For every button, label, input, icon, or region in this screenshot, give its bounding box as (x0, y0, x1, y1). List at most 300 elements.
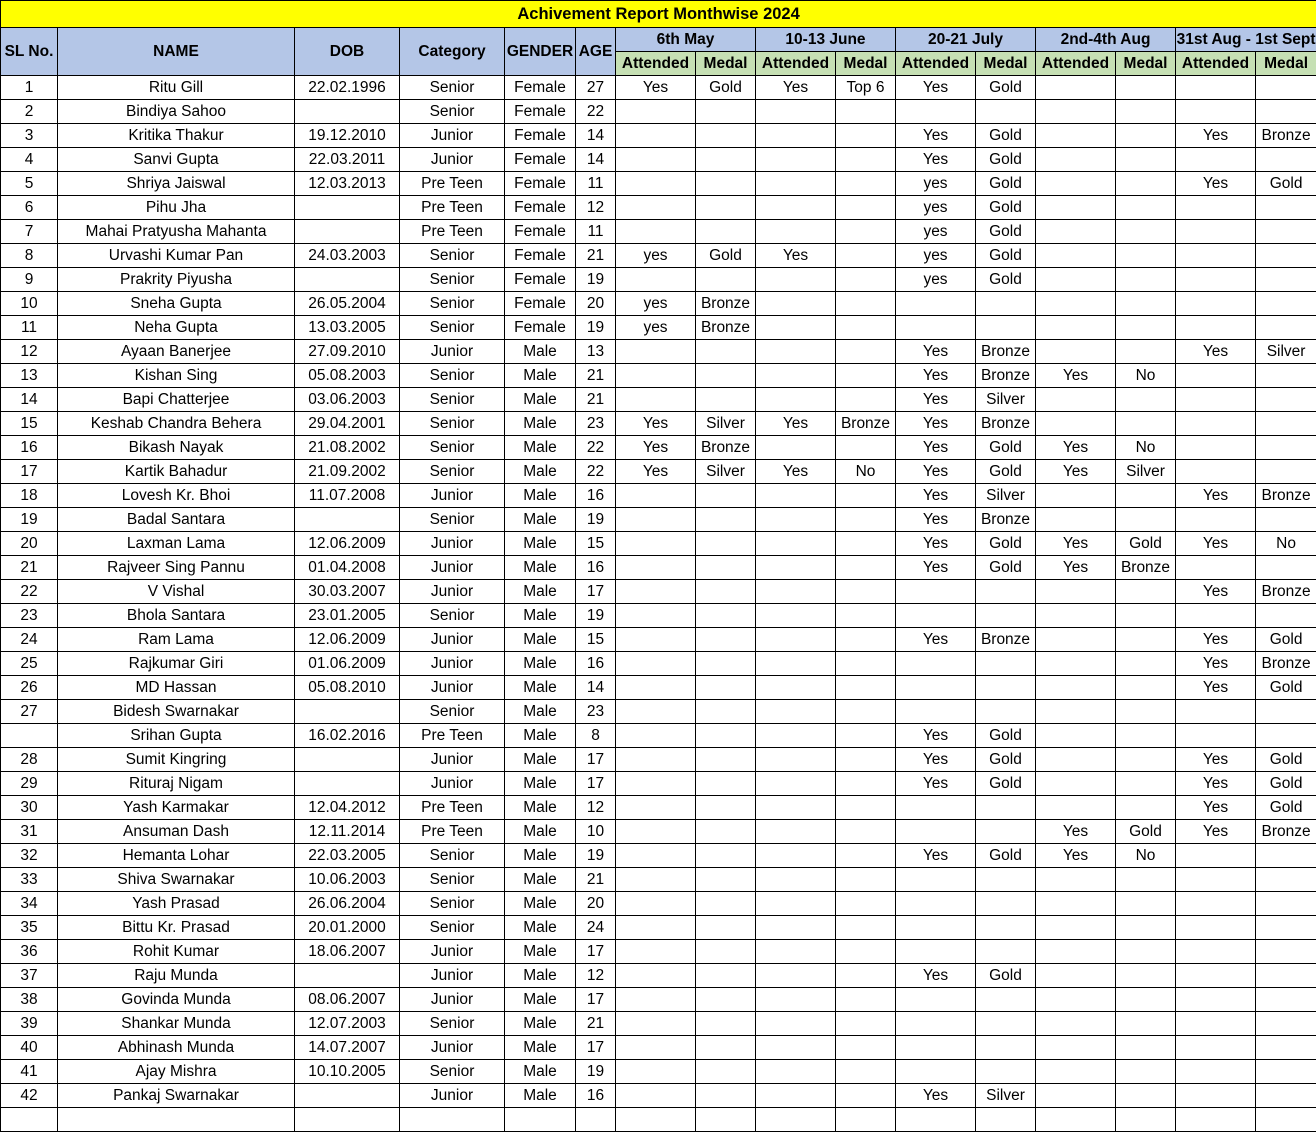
cell-dob[interactable] (295, 1084, 400, 1108)
cell-gender[interactable]: Female (505, 172, 576, 196)
cell-name[interactable]: Bindiya Sahoo (58, 100, 295, 124)
cell-name[interactable]: Hemanta Lohar (58, 844, 295, 868)
cell-gender[interactable]: Male (505, 340, 576, 364)
cell-age[interactable]: 19 (576, 1060, 616, 1084)
cell-sl-no[interactable]: 27 (1, 700, 58, 724)
cell-july-attended[interactable]: yes (896, 220, 976, 244)
cell-aug-medal[interactable]: No (1116, 364, 1176, 388)
cell-name[interactable]: Raju Munda (58, 964, 295, 988)
cell-sl-no[interactable] (1, 1108, 58, 1132)
cell-july-medal[interactable]: Silver (976, 1084, 1036, 1108)
cell-may-medal[interactable] (696, 268, 756, 292)
cell-june-medal[interactable] (836, 220, 896, 244)
cell-may-attended[interactable] (616, 220, 696, 244)
cell-july-medal[interactable] (976, 580, 1036, 604)
cell-aug-attended[interactable]: Yes (1036, 556, 1116, 580)
cell-aug-medal[interactable] (1116, 964, 1176, 988)
cell-gender[interactable]: Male (505, 748, 576, 772)
cell-aug-attended[interactable] (1036, 316, 1116, 340)
cell-july-attended[interactable]: Yes (896, 148, 976, 172)
cell-name[interactable]: Shriya Jaiswal (58, 172, 295, 196)
cell-may-attended[interactable] (616, 1084, 696, 1108)
cell-aug-sept-medal[interactable] (1256, 556, 1316, 580)
cell-july-attended[interactable] (896, 580, 976, 604)
cell-aug-attended[interactable] (1036, 676, 1116, 700)
cell-dob[interactable]: 12.06.2009 (295, 628, 400, 652)
cell-july-medal[interactable]: Gold (976, 436, 1036, 460)
cell-name[interactable]: Neha Gupta (58, 316, 295, 340)
cell-aug-attended[interactable]: Yes (1036, 364, 1116, 388)
cell-aug-sept-medal[interactable] (1256, 988, 1316, 1012)
cell-june-medal[interactable] (836, 172, 896, 196)
cell-july-medal[interactable] (976, 316, 1036, 340)
cell-age[interactable]: 14 (576, 124, 616, 148)
cell-july-medal[interactable] (976, 868, 1036, 892)
cell-aug-sept-medal[interactable] (1256, 508, 1316, 532)
cell-dob[interactable]: 22.02.1996 (295, 76, 400, 100)
cell-june-medal[interactable]: Bronze (836, 412, 896, 436)
cell-sl-no[interactable]: 36 (1, 940, 58, 964)
cell-may-medal[interactable] (696, 100, 756, 124)
cell-aug-medal[interactable]: Silver (1116, 460, 1176, 484)
cell-june-medal[interactable] (836, 196, 896, 220)
cell-name[interactable]: Sanvi Gupta (58, 148, 295, 172)
cell-june-medal[interactable]: Top 6 (836, 76, 896, 100)
cell-name[interactable]: Mahai Pratyusha Mahanta (58, 220, 295, 244)
cell-sl-no[interactable]: 39 (1, 1012, 58, 1036)
cell-july-attended[interactable] (896, 700, 976, 724)
cell-june-attended[interactable] (756, 532, 836, 556)
cell-july-medal[interactable] (976, 1036, 1036, 1060)
cell-july-attended[interactable]: yes (896, 172, 976, 196)
cell-june-medal[interactable] (836, 580, 896, 604)
cell-may-attended[interactable] (616, 844, 696, 868)
cell-may-attended[interactable] (616, 172, 696, 196)
cell-may-attended[interactable]: yes (616, 244, 696, 268)
cell-gender[interactable]: Male (505, 364, 576, 388)
cell-may-attended[interactable] (616, 700, 696, 724)
cell-dob[interactable]: 30.03.2007 (295, 580, 400, 604)
cell-aug-medal[interactable] (1116, 172, 1176, 196)
cell-june-attended[interactable] (756, 820, 836, 844)
cell-aug-sept-attended[interactable] (1176, 868, 1256, 892)
cell-may-medal[interactable] (696, 820, 756, 844)
cell-age[interactable]: 20 (576, 292, 616, 316)
cell-may-attended[interactable] (616, 388, 696, 412)
cell-sl-no[interactable]: 18 (1, 484, 58, 508)
cell-july-medal[interactable]: Bronze (976, 364, 1036, 388)
cell-july-medal[interactable] (976, 820, 1036, 844)
cell-dob[interactable]: 27.09.2010 (295, 340, 400, 364)
cell-aug-medal[interactable] (1116, 1036, 1176, 1060)
cell-dob[interactable]: 19.12.2010 (295, 124, 400, 148)
cell-category[interactable]: Junior (400, 940, 505, 964)
cell-june-medal[interactable] (836, 508, 896, 532)
cell-sl-no[interactable]: 25 (1, 652, 58, 676)
cell-aug-sept-attended[interactable] (1176, 892, 1256, 916)
cell-sl-no[interactable]: 7 (1, 220, 58, 244)
cell-aug-attended[interactable] (1036, 916, 1116, 940)
cell-july-medal[interactable]: Gold (976, 244, 1036, 268)
cell-july-attended[interactable] (896, 604, 976, 628)
cell-aug-medal[interactable] (1116, 724, 1176, 748)
cell-dob[interactable]: 12.06.2009 (295, 532, 400, 556)
cell-gender[interactable]: Male (505, 532, 576, 556)
cell-july-attended[interactable]: Yes (896, 340, 976, 364)
cell-dob[interactable]: 26.05.2004 (295, 292, 400, 316)
cell-aug-sept-attended[interactable] (1176, 268, 1256, 292)
cell-age[interactable]: 16 (576, 1084, 616, 1108)
cell-name[interactable]: Bikash Nayak (58, 436, 295, 460)
cell-aug-attended[interactable] (1036, 796, 1116, 820)
cell-may-medal[interactable] (696, 868, 756, 892)
cell-july-attended[interactable]: Yes (896, 844, 976, 868)
cell-dob[interactable]: 29.04.2001 (295, 412, 400, 436)
cell-aug-sept-attended[interactable] (1176, 556, 1256, 580)
cell-aug-medal[interactable] (1116, 1084, 1176, 1108)
cell-july-attended[interactable] (896, 916, 976, 940)
cell-category[interactable]: Junior (400, 580, 505, 604)
cell-aug-sept-medal[interactable] (1256, 100, 1316, 124)
cell-age[interactable]: 21 (576, 868, 616, 892)
cell-aug-sept-medal[interactable] (1256, 388, 1316, 412)
cell-july-attended[interactable] (896, 1108, 976, 1132)
cell-gender[interactable]: Female (505, 316, 576, 340)
cell-june-medal[interactable] (836, 364, 896, 388)
cell-aug-attended[interactable] (1036, 1060, 1116, 1084)
cell-may-medal[interactable] (696, 796, 756, 820)
cell-june-medal[interactable] (836, 1108, 896, 1132)
cell-may-attended[interactable] (616, 868, 696, 892)
cell-aug-medal[interactable] (1116, 772, 1176, 796)
cell-june-attended[interactable]: Yes (756, 76, 836, 100)
cell-aug-sept-medal[interactable] (1256, 868, 1316, 892)
cell-aug-sept-attended[interactable] (1176, 220, 1256, 244)
cell-name[interactable]: Ritu Gill (58, 76, 295, 100)
cell-aug-attended[interactable] (1036, 964, 1116, 988)
cell-aug-attended[interactable] (1036, 748, 1116, 772)
cell-aug-sept-attended[interactable]: Yes (1176, 676, 1256, 700)
cell-category[interactable]: Junior (400, 340, 505, 364)
cell-may-medal[interactable] (696, 628, 756, 652)
cell-july-medal[interactable] (976, 292, 1036, 316)
cell-aug-sept-attended[interactable]: Yes (1176, 124, 1256, 148)
cell-july-attended[interactable]: Yes (896, 748, 976, 772)
cell-june-attended[interactable] (756, 388, 836, 412)
cell-may-attended[interactable] (616, 1012, 696, 1036)
cell-age[interactable]: 12 (576, 964, 616, 988)
cell-july-attended[interactable] (896, 292, 976, 316)
cell-may-medal[interactable] (696, 724, 756, 748)
cell-aug-sept-attended[interactable] (1176, 196, 1256, 220)
cell-category[interactable]: Junior (400, 556, 505, 580)
cell-may-medal[interactable] (696, 388, 756, 412)
cell-june-attended[interactable] (756, 604, 836, 628)
cell-aug-sept-attended[interactable]: Yes (1176, 340, 1256, 364)
cell-aug-sept-medal[interactable] (1256, 244, 1316, 268)
cell-category[interactable]: Senior (400, 268, 505, 292)
cell-may-attended[interactable] (616, 676, 696, 700)
cell-category[interactable]: Senior (400, 844, 505, 868)
cell-july-medal[interactable] (976, 988, 1036, 1012)
cell-may-medal[interactable] (696, 1108, 756, 1132)
cell-july-attended[interactable] (896, 100, 976, 124)
cell-sl-no[interactable]: 16 (1, 436, 58, 460)
cell-july-attended[interactable] (896, 820, 976, 844)
cell-gender[interactable]: Male (505, 724, 576, 748)
cell-gender[interactable]: Female (505, 76, 576, 100)
cell-category[interactable]: Pre Teen (400, 172, 505, 196)
cell-aug-attended[interactable] (1036, 652, 1116, 676)
cell-june-medal[interactable] (836, 964, 896, 988)
cell-june-attended[interactable]: Yes (756, 460, 836, 484)
cell-aug-attended[interactable] (1036, 508, 1116, 532)
cell-gender[interactable]: Male (505, 1036, 576, 1060)
cell-sl-no[interactable]: 6 (1, 196, 58, 220)
cell-june-attended[interactable] (756, 508, 836, 532)
cell-july-medal[interactable] (976, 796, 1036, 820)
cell-aug-sept-medal[interactable]: Bronze (1256, 820, 1316, 844)
cell-june-attended[interactable]: Yes (756, 244, 836, 268)
cell-aug-attended[interactable] (1036, 268, 1116, 292)
cell-name[interactable]: Pankaj Swarnakar (58, 1084, 295, 1108)
cell-gender[interactable]: Female (505, 220, 576, 244)
cell-july-attended[interactable]: yes (896, 196, 976, 220)
cell-june-attended[interactable] (756, 964, 836, 988)
cell-gender[interactable]: Male (505, 484, 576, 508)
cell-july-medal[interactable]: Silver (976, 484, 1036, 508)
cell-aug-sept-attended[interactable]: Yes (1176, 172, 1256, 196)
cell-aug-attended[interactable] (1036, 700, 1116, 724)
cell-aug-medal[interactable] (1116, 244, 1176, 268)
cell-july-attended[interactable] (896, 1060, 976, 1084)
cell-category[interactable]: Senior (400, 316, 505, 340)
cell-aug-attended[interactable] (1036, 484, 1116, 508)
cell-july-attended[interactable] (896, 868, 976, 892)
cell-sl-no[interactable]: 17 (1, 460, 58, 484)
cell-aug-sept-medal[interactable] (1256, 196, 1316, 220)
cell-july-medal[interactable]: Gold (976, 556, 1036, 580)
cell-age[interactable]: 22 (576, 436, 616, 460)
cell-dob[interactable] (295, 220, 400, 244)
cell-name[interactable]: Bidesh Swarnakar (58, 700, 295, 724)
cell-gender[interactable]: Male (505, 604, 576, 628)
cell-category[interactable]: Senior (400, 460, 505, 484)
cell-category[interactable]: Junior (400, 532, 505, 556)
cell-age[interactable]: 17 (576, 940, 616, 964)
cell-aug-medal[interactable]: Gold (1116, 820, 1176, 844)
cell-name[interactable]: Sumit Kingring (58, 748, 295, 772)
cell-aug-attended[interactable] (1036, 724, 1116, 748)
cell-name[interactable]: Kartik Bahadur (58, 460, 295, 484)
cell-aug-attended[interactable] (1036, 604, 1116, 628)
cell-june-medal[interactable]: No (836, 460, 896, 484)
cell-aug-sept-attended[interactable] (1176, 844, 1256, 868)
cell-june-attended[interactable] (756, 940, 836, 964)
cell-aug-sept-attended[interactable] (1176, 988, 1256, 1012)
cell-sl-no[interactable]: 21 (1, 556, 58, 580)
cell-aug-sept-medal[interactable]: Bronze (1256, 484, 1316, 508)
cell-category[interactable]: Junior (400, 628, 505, 652)
cell-july-medal[interactable] (976, 1060, 1036, 1084)
cell-may-attended[interactable]: Yes (616, 412, 696, 436)
cell-name[interactable]: Lovesh Kr. Bhoi (58, 484, 295, 508)
cell-aug-attended[interactable] (1036, 1084, 1116, 1108)
cell-july-medal[interactable]: Gold (976, 772, 1036, 796)
cell-sl-no[interactable]: 23 (1, 604, 58, 628)
cell-june-attended[interactable] (756, 580, 836, 604)
cell-aug-attended[interactable] (1036, 148, 1116, 172)
cell-july-medal[interactable]: Gold (976, 460, 1036, 484)
cell-aug-medal[interactable] (1116, 1108, 1176, 1132)
cell-gender[interactable]: Male (505, 892, 576, 916)
cell-category[interactable]: Senior (400, 700, 505, 724)
cell-aug-medal[interactable] (1116, 748, 1176, 772)
cell-may-attended[interactable] (616, 580, 696, 604)
cell-age[interactable]: 12 (576, 196, 616, 220)
cell-aug-sept-medal[interactable]: No (1256, 532, 1316, 556)
cell-gender[interactable]: Male (505, 676, 576, 700)
cell-july-medal[interactable]: Bronze (976, 340, 1036, 364)
cell-june-medal[interactable] (836, 940, 896, 964)
cell-aug-sept-attended[interactable]: Yes (1176, 748, 1256, 772)
cell-june-medal[interactable] (836, 820, 896, 844)
cell-aug-sept-attended[interactable] (1176, 940, 1256, 964)
cell-aug-medal[interactable] (1116, 388, 1176, 412)
cell-gender[interactable]: Male (505, 700, 576, 724)
cell-aug-medal[interactable] (1116, 412, 1176, 436)
cell-may-medal[interactable] (696, 772, 756, 796)
cell-june-medal[interactable] (836, 340, 896, 364)
cell-june-medal[interactable] (836, 700, 896, 724)
cell-may-medal[interactable] (696, 940, 756, 964)
cell-aug-medal[interactable] (1116, 100, 1176, 124)
cell-dob[interactable]: 05.08.2003 (295, 364, 400, 388)
cell-may-medal[interactable] (696, 220, 756, 244)
cell-june-medal[interactable] (836, 484, 896, 508)
cell-gender[interactable]: Male (505, 1012, 576, 1036)
cell-july-attended[interactable]: Yes (896, 772, 976, 796)
cell-age[interactable]: 27 (576, 76, 616, 100)
cell-may-medal[interactable] (696, 1084, 756, 1108)
cell-july-attended[interactable]: Yes (896, 508, 976, 532)
cell-sl-no[interactable]: 9 (1, 268, 58, 292)
cell-june-medal[interactable] (836, 1060, 896, 1084)
cell-may-attended[interactable] (616, 1036, 696, 1060)
cell-gender[interactable]: Male (505, 988, 576, 1012)
cell-june-attended[interactable] (756, 868, 836, 892)
cell-june-attended[interactable] (756, 220, 836, 244)
cell-aug-sept-attended[interactable] (1176, 1012, 1256, 1036)
cell-category[interactable]: Junior (400, 652, 505, 676)
cell-category[interactable]: Junior (400, 964, 505, 988)
cell-aug-attended[interactable] (1036, 196, 1116, 220)
cell-age[interactable]: 17 (576, 988, 616, 1012)
cell-june-medal[interactable] (836, 268, 896, 292)
cell-may-attended[interactable] (616, 268, 696, 292)
cell-aug-sept-medal[interactable] (1256, 412, 1316, 436)
cell-june-medal[interactable] (836, 892, 896, 916)
cell-aug-medal[interactable] (1116, 652, 1176, 676)
cell-aug-attended[interactable]: Yes (1036, 844, 1116, 868)
cell-gender[interactable]: Male (505, 772, 576, 796)
cell-may-medal[interactable] (696, 1036, 756, 1060)
cell-gender[interactable]: Male (505, 916, 576, 940)
cell-aug-sept-attended[interactable]: Yes (1176, 796, 1256, 820)
cell-aug-medal[interactable]: No (1116, 844, 1176, 868)
cell-aug-sept-attended[interactable]: Yes (1176, 772, 1256, 796)
cell-june-attended[interactable] (756, 436, 836, 460)
cell-aug-sept-medal[interactable] (1256, 268, 1316, 292)
cell-category[interactable]: Senior (400, 436, 505, 460)
cell-aug-attended[interactable] (1036, 412, 1116, 436)
cell-june-attended[interactable] (756, 1108, 836, 1132)
cell-aug-sept-attended[interactable] (1176, 700, 1256, 724)
cell-july-medal[interactable] (976, 604, 1036, 628)
cell-name[interactable]: Ram Lama (58, 628, 295, 652)
cell-june-medal[interactable] (836, 1084, 896, 1108)
cell-may-attended[interactable] (616, 796, 696, 820)
cell-dob[interactable] (295, 268, 400, 292)
cell-aug-sept-attended[interactable] (1176, 916, 1256, 940)
cell-dob[interactable]: 10.06.2003 (295, 868, 400, 892)
cell-aug-sept-medal[interactable] (1256, 76, 1316, 100)
cell-aug-sept-medal[interactable] (1256, 1060, 1316, 1084)
cell-june-medal[interactable] (836, 796, 896, 820)
cell-age[interactable]: 21 (576, 244, 616, 268)
cell-july-attended[interactable]: Yes (896, 724, 976, 748)
cell-sl-no[interactable]: 24 (1, 628, 58, 652)
cell-name[interactable]: Ajay Mishra (58, 1060, 295, 1084)
cell-aug-sept-attended[interactable] (1176, 1060, 1256, 1084)
cell-july-medal[interactable]: Bronze (976, 412, 1036, 436)
cell-age[interactable]: 17 (576, 1036, 616, 1060)
cell-dob[interactable] (295, 748, 400, 772)
cell-category[interactable]: Junior (400, 484, 505, 508)
cell-june-medal[interactable] (836, 868, 896, 892)
cell-aug-sept-attended[interactable] (1176, 1036, 1256, 1060)
cell-name[interactable]: Prakrity Piyusha (58, 268, 295, 292)
cell-aug-attended[interactable] (1036, 172, 1116, 196)
cell-june-attended[interactable] (756, 892, 836, 916)
cell-aug-sept-medal[interactable]: Bronze (1256, 652, 1316, 676)
cell-category[interactable]: Pre Teen (400, 196, 505, 220)
cell-category[interactable]: Senior (400, 916, 505, 940)
cell-aug-attended[interactable] (1036, 940, 1116, 964)
cell-age[interactable]: 16 (576, 484, 616, 508)
cell-aug-sept-medal[interactable] (1256, 292, 1316, 316)
cell-aug-sept-medal[interactable] (1256, 1108, 1316, 1132)
cell-sl-no[interactable]: 11 (1, 316, 58, 340)
cell-aug-sept-attended[interactable]: Yes (1176, 484, 1256, 508)
cell-category[interactable]: Junior (400, 1036, 505, 1060)
cell-category[interactable]: Senior (400, 1012, 505, 1036)
cell-sl-no[interactable]: 3 (1, 124, 58, 148)
cell-sl-no[interactable]: 13 (1, 364, 58, 388)
cell-gender[interactable]: Female (505, 268, 576, 292)
cell-aug-sept-medal[interactable] (1256, 1084, 1316, 1108)
cell-sl-no[interactable]: 40 (1, 1036, 58, 1060)
cell-june-medal[interactable] (836, 124, 896, 148)
cell-aug-medal[interactable] (1116, 268, 1176, 292)
cell-gender[interactable] (505, 1108, 576, 1132)
cell-july-medal[interactable]: Silver (976, 388, 1036, 412)
cell-july-attended[interactable] (896, 1012, 976, 1036)
cell-may-attended[interactable] (616, 772, 696, 796)
cell-aug-sept-medal[interactable]: Gold (1256, 748, 1316, 772)
cell-may-attended[interactable] (616, 148, 696, 172)
cell-may-attended[interactable] (616, 652, 696, 676)
